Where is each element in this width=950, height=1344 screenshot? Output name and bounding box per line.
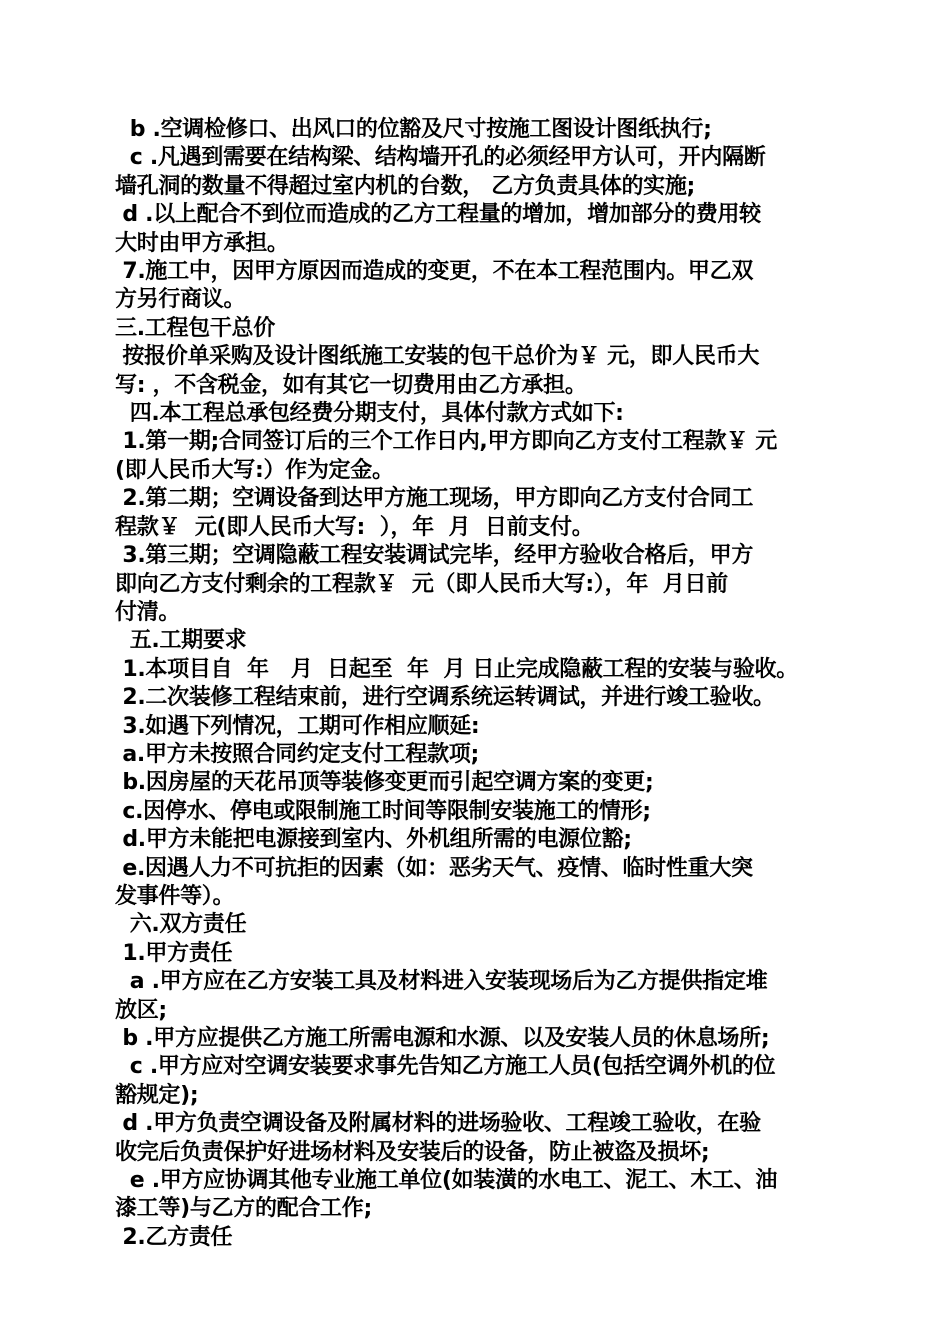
text-line: d .甲方负责空调设备及附属材料的进场验收、工程竣工验收，在验 — [115, 1111, 761, 1137]
text-line: e.因遇人力不可抗拒的因素（如：恶劣天气、疫情、临时性重大突 — [115, 855, 753, 881]
text-line: 2.二次装修工程结束前，进行空调系统运转调试，并进行竣工验收。 — [115, 685, 775, 711]
text-line: 方另行商议。 — [115, 287, 246, 313]
text-line: 付清。 — [115, 599, 181, 625]
text-line: c.因停水、停电或限制施工时间等限制安装施工的情形; — [115, 798, 651, 824]
subsection-heading: 2.乙方责任 — [115, 1224, 233, 1250]
text-line: a.甲方未按照合同约定支付工程款项; — [115, 741, 479, 767]
text-line: c .凡遇到需要在结构梁、结构墙开孔的必须经甲方认可，开内隔断 — [115, 145, 766, 171]
section-heading: 三.工程包干总价 — [115, 315, 275, 341]
text-line: 墙孔洞的数量不得超过室内机的台数， 乙方负责具体的实施; — [115, 173, 696, 199]
text-line: a .甲方应在乙方安装工具及材料进入安装现场后为乙方提供指定堆 — [115, 969, 768, 995]
text-line: 豁规定); — [115, 1082, 199, 1108]
section-heading: 四.本工程总承包经费分期支付，具体付款方式如下: — [115, 401, 624, 427]
text-line: 大时由甲方承担。 — [115, 230, 289, 256]
subsection-heading: 1.甲方责任 — [115, 940, 233, 966]
text-line: d .以上配合不到位而造成的乙方工程量的增加，增加部分的费用较 — [115, 202, 761, 228]
contract-document-page — [115, 116, 835, 1252]
text-line: 漆工等)与乙方的配合工作; — [115, 1196, 372, 1222]
text-line: 1.本项目自 年 月 日起至 年 月 日止完成隐蔽工程的安装与验收。 — [115, 656, 798, 682]
text-line: (即人民币大写:）作为定金。 — [115, 457, 394, 483]
text-line: 2.第二期；空调设备到达甲方施工现场，甲方即向乙方支付合同工 — [115, 486, 754, 512]
text-line: 按报价单采购及设计图纸施工安装的包干总价为￥ 元，即人民币大 — [115, 344, 760, 370]
text-line: 3.第三期；空调隐蔽工程安装调试完毕，经甲方验收合格后，甲方 — [115, 543, 754, 569]
text-line: b .甲方应提供乙方施工所需电源和水源、以及安装人员的休息场所; — [115, 1026, 770, 1051]
section-heading: 五.工期要求 — [115, 628, 247, 654]
text-line: 收完后负责保护好进场材料及安装后的设备，防止被盗及损坏; — [115, 1139, 710, 1165]
text-line: 放区; — [115, 997, 167, 1023]
section-heading: 六.双方责任 — [115, 912, 247, 938]
text-line: 即向乙方支付剩余的工程款￥ 元（即人民币大写:），年 月日前 — [115, 571, 728, 597]
text-line: b.因房屋的天花吊顶等装修变更而引起空调方案的变更; — [115, 770, 654, 796]
text-line: 1.第一期;合同签订后的三个工作日内,甲方即向乙方支付工程款￥ 元 — [115, 429, 777, 455]
text-line: 程款￥ 元(即人民币大写: ），年 月 日前支付。 — [115, 514, 594, 540]
text-line: d.甲方未能把电源接到室内、外机组所需的电源位豁; — [115, 827, 632, 853]
text-line: b .空调检修口、出风口的位豁及尺寸按施工图设计图纸执行; — [115, 117, 712, 142]
text-line: e .甲方应协调其他专业施工单位(如装潢的水电工、泥工、木工、油 — [115, 1168, 778, 1194]
text-line: c .甲方应对空调安装要求事先告知乙方施工人员(包括空调外机的位 — [115, 1054, 776, 1080]
text-line: 7.施工中，因甲方原因而造成的变更，不在本工程范围内。甲乙双 — [115, 259, 754, 285]
text-line: 发事件等）。 — [115, 883, 235, 909]
text-line: 写: ，不含税金，如有其它一切费用由乙方承担。 — [115, 372, 587, 398]
text-line: 3.如遇下列情况，工期可作相应顺延: — [115, 713, 480, 739]
